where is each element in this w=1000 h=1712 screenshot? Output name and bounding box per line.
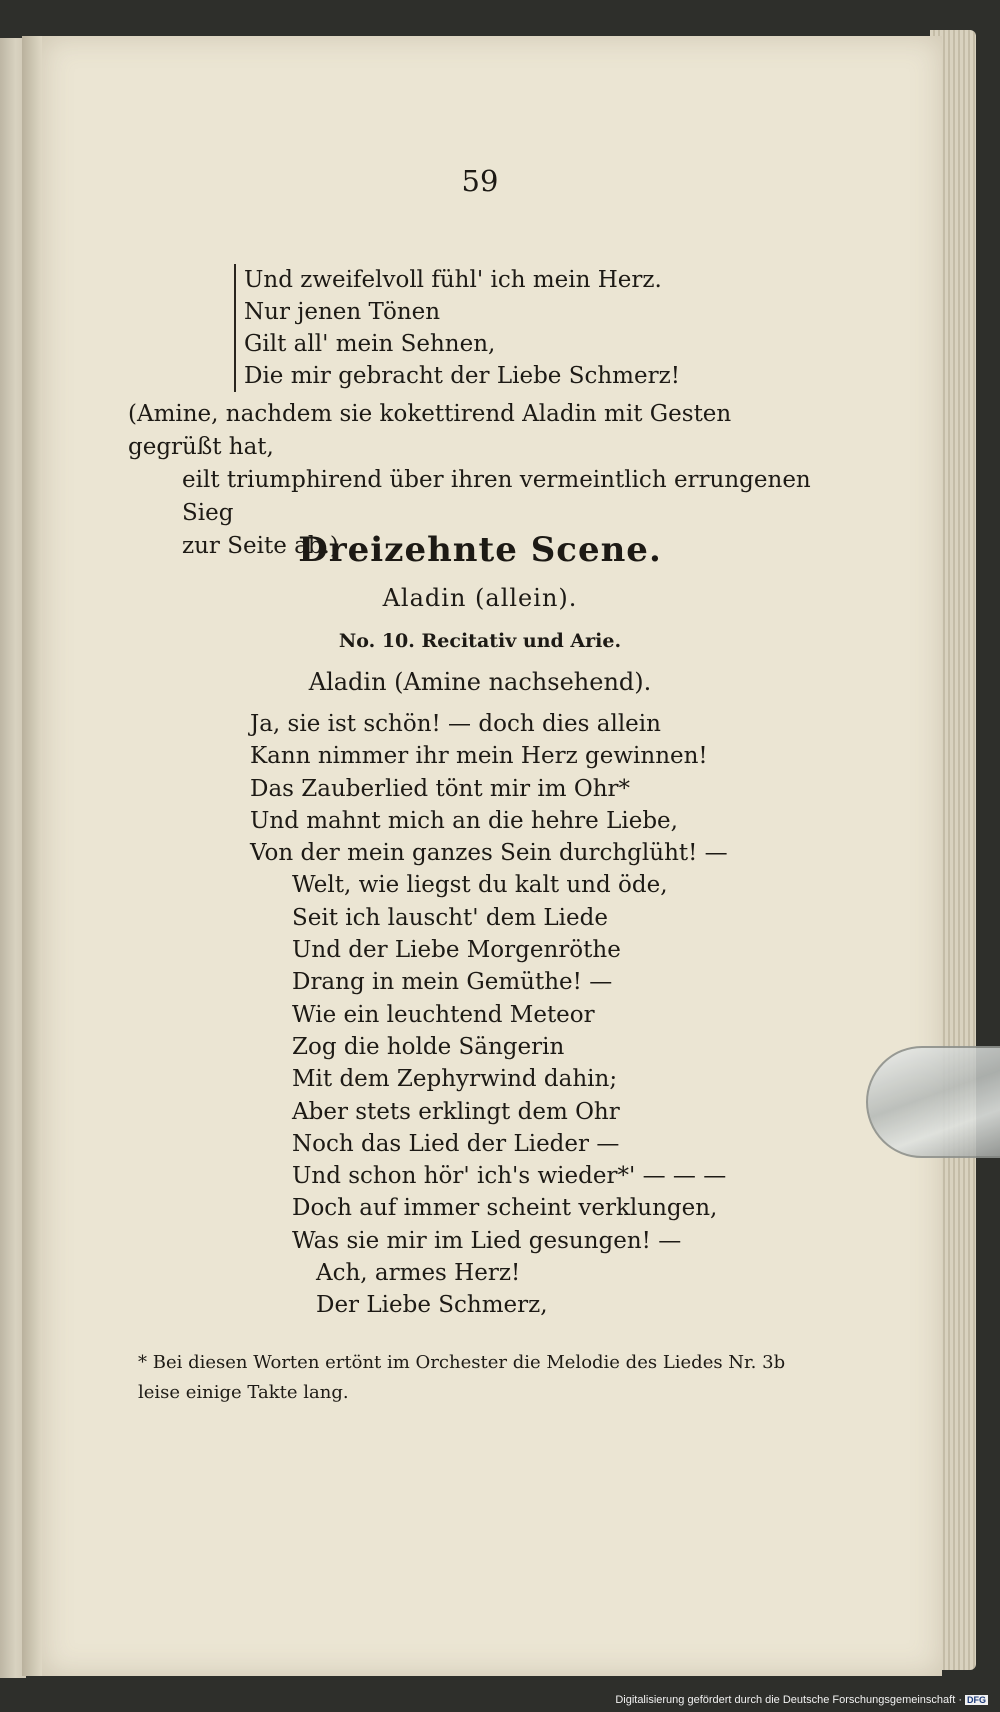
page-number: 59 — [461, 164, 499, 198]
verse-line: Kann nimmer ihr mein Herz gewinnen! — [250, 743, 708, 770]
verse-line: Was sie mir im Lied gesungen! — — [292, 1227, 682, 1254]
verse-line: Und mahnt mich an die hehre Liebe, — [250, 807, 678, 834]
verse-line: Der Liebe Schmerz, — [316, 1292, 548, 1319]
verse-line: Gilt all' mein Sehnen, — [244, 331, 496, 357]
verse-line: Das Zauberlied tönt mir im Ohr* — [250, 775, 631, 802]
aria-verse — [250, 708, 810, 1322]
verse-line: Aber stets erklingt dem Ohr — [292, 1098, 620, 1125]
verse-line: Ach, armes Herz! — [316, 1260, 521, 1287]
verse-line: Mit dem Zephyrwind dahin; — [292, 1066, 618, 1093]
verse-line: Seit ich lauscht' dem Liede — [292, 904, 608, 931]
verse-line: Und der Liebe Morgenröthe — [292, 937, 621, 964]
stage-direction-line: zur Seite ab.) — [182, 533, 339, 559]
verse-line: Die mir gebracht der Liebe Schmerz! — [244, 363, 680, 389]
stage-direction-line: (Amine, nachdem sie kokettirend Aladin mit Gesten gegrüßt hat, — [128, 401, 732, 460]
page-clip — [866, 1046, 1000, 1158]
credit-text: Digitalisierung gefördert durch die Deutsche Forschungsgemeinschaft · — [615, 1694, 962, 1706]
verse-line: Nur jenen Tönen — [244, 299, 441, 325]
verse-line: Und schon hör' ich's wieder*' — — — — [292, 1163, 727, 1190]
bracketed-verse — [234, 264, 680, 392]
verse-line: Und zweifelvoll fühl' ich mein Herz. — [244, 267, 662, 293]
speaker-line: Aladin (Amine nachsehend). — [308, 668, 652, 696]
verse-line: Noch das Lied der Lieder — — [292, 1130, 620, 1157]
footnote-line: * Bei diesen Worten ertönt im Orchester die Melodie des Liedes Nr. 3b — [138, 1352, 786, 1373]
verse-line: Ja, sie ist schön! — doch dies allein — [250, 711, 661, 737]
footnote-line: leise einige Takte lang. — [138, 1382, 349, 1403]
scene-subtitle: Aladin (allein). — [382, 584, 578, 612]
verse-line: Zog die holde Sängerin — [292, 1033, 565, 1060]
scene-title: Dreizehnte Scene. — [298, 530, 662, 570]
dfg-logo: DFG — [967, 1695, 986, 1705]
stage-direction-line: eilt triumphirend über ihren vermeintlich errungenen Sieg — [182, 467, 811, 526]
verse-line: Drang in mein Gemüthe! — — [292, 969, 613, 996]
verse-line: Von der mein ganzes Sein durchglüht! — — [250, 840, 728, 867]
number-heading: No. 10. Recitativ und Arie. — [338, 630, 622, 652]
footnote — [138, 1348, 858, 1408]
verse-line: Welt, wie liegst du kalt und öde, — [292, 872, 668, 899]
digitization-credit — [615, 1694, 988, 1706]
verse-line: Doch auf immer scheint verklungen, — [292, 1195, 718, 1222]
verse-line: Wie ein leuchtend Meteor — [292, 1001, 595, 1028]
